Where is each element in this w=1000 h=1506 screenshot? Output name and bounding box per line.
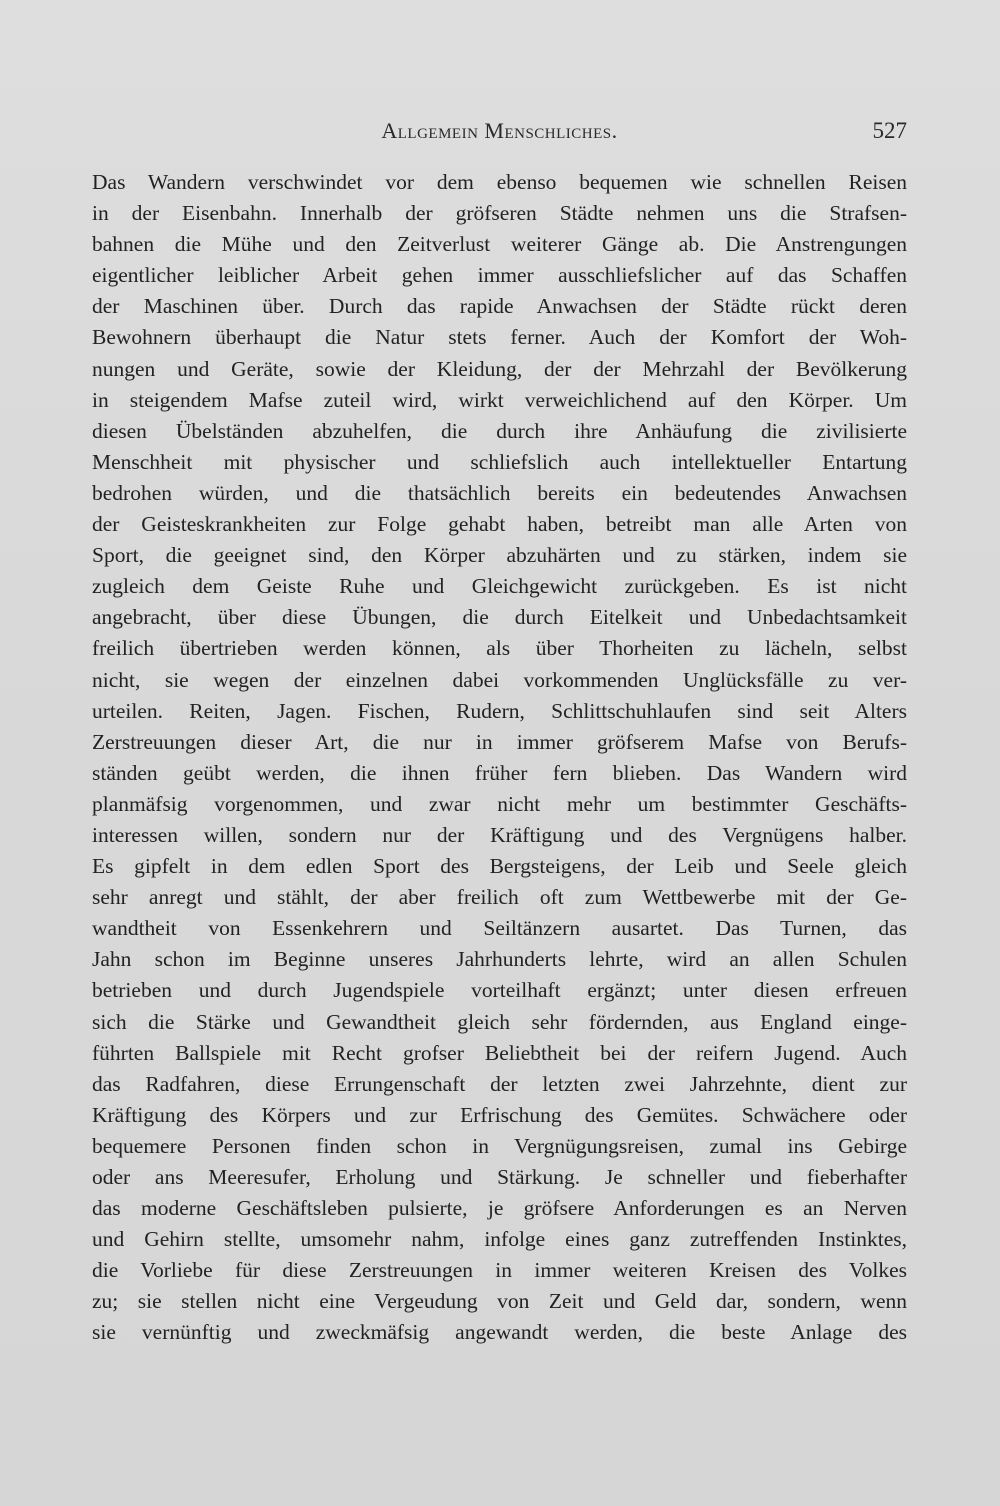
text-line: freilich übertrieben werden können, als über Thorheiten zu lächeln, selbst: [92, 636, 907, 661]
text-line: Das Wandern verschwindet vor dem ebenso bequemen wie schnellen Reisen: [92, 170, 907, 194]
text-line: nungen und Geräte, sowie der Kleidung, der der Mehrzahl der Bevölkerung: [92, 356, 907, 381]
text-line: Sport, die geeignet sind, den Körper abzuhärten und zu stärken, indem sie: [92, 543, 907, 568]
text-line: führten Ballspiele mit Recht grofser Beliebtheit bei der reifern Jugend. Auch: [92, 1040, 907, 1065]
running-head: [92, 114, 907, 148]
text-line: der Geisteskrankheiten zur Folge gehabt haben, betreibt man alle Arten von: [92, 512, 907, 537]
text-line: oder ans Meeresufer, Erholung und Stärkung. Je schneller und fieberhafter: [92, 1165, 907, 1189]
text-line: der Maschinen über. Durch das rapide Anwachsen der Städte rückt deren: [92, 294, 907, 319]
text-line: urteilen. Reiten, Jagen. Fischen, Rudern, Schlittschuhlaufen sind seit Alters: [92, 698, 907, 723]
text-line: das moderne Geschäftsleben pulsierte, je gröfsere Anforderungen es an Nerven: [92, 1196, 907, 1221]
text-line: bahnen die Mühe und den Zeitverlust weiterer Gänge ab. Die Anstrengungen: [92, 232, 907, 257]
text-line: die Vorliebe für diese Zerstreuungen in immer weiteren Kreisen des Volkes: [92, 1258, 907, 1283]
text-line: Zerstreuungen dieser Art, die nur in immer gröfserem Mafse von Berufs-: [92, 729, 907, 754]
page-number: 527: [872, 118, 907, 143]
text-line: Menschheit mit physischer und schliefslich auch intellektueller Entartung: [92, 449, 907, 474]
text-line: Bewohnern überhaupt die Natur stets ferner. Auch der Komfort der Woh-: [92, 325, 907, 350]
text-line: zugleich dem Geiste Ruhe und Gleichgewicht zurückgeben. Es ist nicht: [92, 574, 907, 599]
text-line: interessen willen, sondern nur der Kräftigung und des Vergnügens halber.: [92, 822, 907, 847]
text-line: sie vernünftig und zweckmäfsig angewandt werden, die beste Anlage des: [92, 1320, 907, 1345]
text-line: Es gipfelt in dem edlen Sport des Bergsteigens, der Leib und Seele gleich: [92, 854, 907, 879]
text-line: diesen Übelständen abzuhelfen, die durch ihre Anhäufung die zivilisierte: [92, 418, 907, 443]
text-line: in steigendem Mafse zuteil wird, wirkt verweichlichend auf den Körper. Um: [92, 387, 907, 412]
text-line: bedrohen würden, und die thatsächlich bereits ein bedeutendes Anwachsen: [92, 480, 907, 505]
text-line: eigentlicher leiblicher Arbeit gehen immer ausschliefslicher auf das Schaffen: [92, 263, 907, 288]
text-line: bequemere Personen finden schon in Vergnügungsreisen, zumal ins Gebirge: [92, 1133, 907, 1158]
text-line: sich die Stärke und Gewandtheit gleich sehr fördernden, aus England einge-: [92, 1009, 907, 1034]
text-line: nicht, sie wegen der einzelnen dabei vorkommenden Unglücksfälle zu ver-: [92, 667, 907, 692]
text-line: und Gehirn stellte, umsomehr nahm, infolge eines ganz zutreffenden Instinktes,: [92, 1227, 907, 1252]
running-head-title: Allgemein Menschliches.: [381, 118, 618, 143]
text-line: Kräftigung des Körpers und zur Erfrischung des Gemütes. Schwächere oder: [92, 1102, 907, 1127]
text-line: sehr anregt und stählt, der aber freilich oft zum Wettbewerbe mit der Ge-: [92, 885, 907, 910]
text-line: ständen geübt werden, die ihnen früher fern blieben. Das Wandern wird: [92, 760, 907, 785]
text-line: zu; sie stellen nicht eine Vergeudung von Zeit und Geld dar, sondern, wenn: [92, 1289, 907, 1314]
text-line: in der Eisenbahn. Innerhalb der gröfseren Städte nehmen uns die Strafsen-: [92, 201, 907, 226]
text-line: das Radfahren, diese Errungenschaft der letzten zwei Jahrzehnte, dient zur: [92, 1071, 907, 1096]
text-line: Jahn schon im Beginne unseres Jahrhunderts lehrte, wird an allen Schulen: [92, 947, 907, 972]
text-line: wandtheit von Essenkehrern und Seiltänzern ausartet. Das Turnen, das: [92, 916, 907, 941]
text-line: angebracht, über diese Übungen, die durch Eitelkeit und Unbedachtsamkeit: [92, 605, 907, 630]
text-line: betrieben und durch Jugendspiele vorteilhaft ergänzt; unter diesen erfreuen: [92, 978, 907, 1003]
text-line: planmäfsig vorgenommen, und zwar nicht mehr um bestimmter Geschäfts-: [92, 791, 907, 816]
body-paragraph: [92, 167, 907, 1349]
